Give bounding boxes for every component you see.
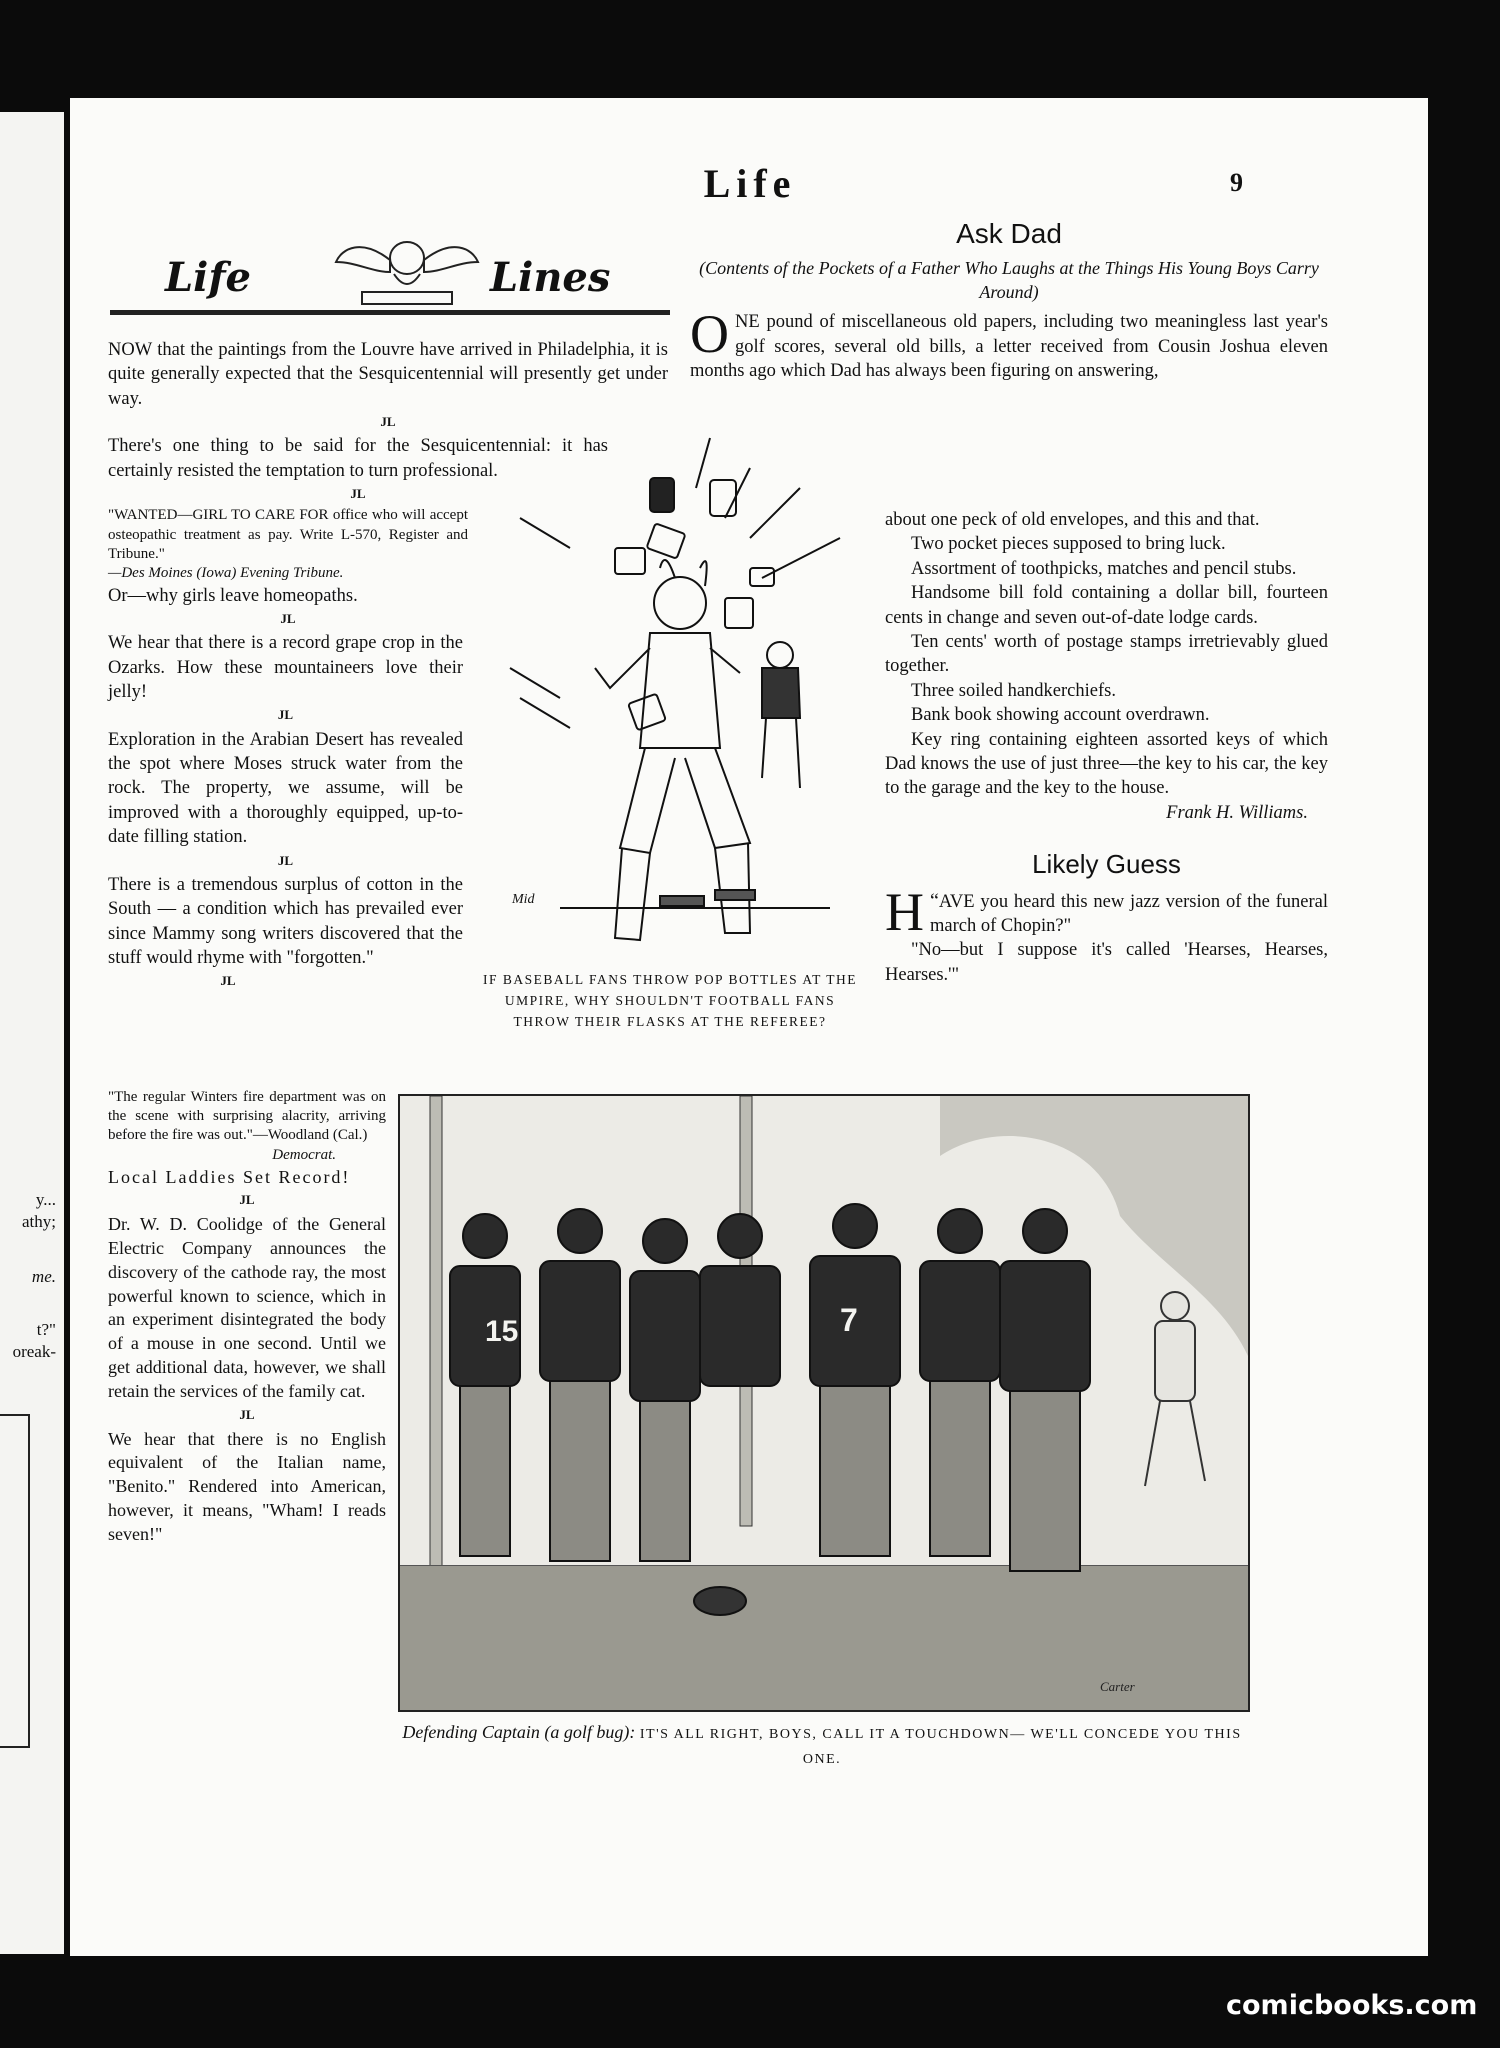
list-item: Handsome bill fold containing a dollar bill, fourteen cents in change and seven out-of-date lodge cards.	[885, 583, 1328, 628]
separator-mark: JL	[280, 611, 296, 627]
life-lines-header	[110, 228, 670, 326]
likely-guess-line: AVE you heard this new jazz version of the funeral march of Chopin?"	[930, 891, 1328, 936]
life-lines-title-right: Lines	[490, 254, 611, 301]
page-title: Life	[703, 161, 797, 206]
list-item: Bank book showing account overdrawn.	[911, 705, 1210, 726]
drop-cap: H	[885, 881, 924, 942]
drop-cap: O	[690, 304, 729, 365]
life-lines-title-left: Life	[165, 254, 251, 301]
life-lines-column-lower	[108, 1088, 386, 1547]
ask-dad-intro: NE pound of miscellaneous old papers, including two meaningless last year's golf scores, several old bills, a letter received from Cousin Joshua eleven months ago which Dad has always been figuring on answering,	[690, 312, 1328, 382]
football-huddle-drawing	[400, 1096, 1248, 1710]
ask-dad-title: Ask Dad	[956, 218, 1062, 249]
prev-fragment: y...	[35, 1190, 56, 1209]
jersey-number: 15	[485, 1315, 519, 1348]
ask-dad-subtitle: (Contents of the Pockets of a Father Who Laughs at the Things His Young Boys Carry Around)	[699, 257, 1319, 302]
previous-page-edge	[0, 112, 64, 1954]
illustration-signature: Carter	[1100, 1679, 1135, 1694]
separator-mark: JL	[350, 486, 366, 502]
prev-illustration	[0, 1414, 30, 1748]
list-item: Three soiled handkerchiefs.	[911, 680, 1116, 701]
header-rule	[110, 310, 670, 315]
source-credit: —Des Moines (Iowa) Evening Tribune.	[108, 564, 344, 581]
paragraph: There is a tremendous surplus of cotton in the South — a condition which has prevailed ever since Mammy song writers discovered that the stuff would rhyme with "forgotten."	[108, 874, 463, 969]
list-item: Two pocket pieces supposed to bring luck.	[911, 534, 1226, 555]
paragraph: "The regular Winters fire department was on the scene with surprising alacrity, arriving before the fire was out."—Woodland (Cal.)	[108, 1089, 386, 1144]
list-item: about one peck of old envelopes, and this and that.	[885, 510, 1260, 530]
paragraph: There's one thing to be said for the Sesquicentennial: it has certainly resisted the temptation to turn professional.	[108, 436, 608, 481]
jersey-number: 7	[840, 1302, 858, 1338]
prev-fragment: me.	[31, 1267, 56, 1286]
cartoon-caption: IF BASEBALL FANS THROW POP BOTTLES AT THE UMPIRE, WHY SHOULDN'T FOOTBALL FANS THROW THEIR FLASKS AT THE REFEREE?	[483, 972, 857, 1029]
prev-fragment: t?"	[36, 1320, 56, 1339]
paragraph: NOW that the paintings from the Louvre have arrived in Philadelphia, it is quite generally expected that the Sesquicentennial will presently get under way.	[108, 340, 668, 409]
cherub-icon	[332, 228, 482, 312]
caption-text: IT'S ALL RIGHT, BOYS, CALL IT A TOUCHDOWN— WE'LL CONCEDE YOU THIS ONE.	[639, 1727, 1242, 1768]
cartoon-illustration	[500, 428, 850, 958]
likely-guess-title: Likely Guess	[1032, 849, 1181, 880]
separator-mark: JL	[277, 707, 294, 723]
separator-mark: JL	[380, 414, 396, 430]
likely-guess-article: Likely Guess “ H AVE you heard this new jazz version of the funeral march of Chopin?" "No—but I suppose it's called 'Hearses, Hearses, Hearses.'"	[885, 847, 1328, 987]
list-item: Assortment of toothpicks, matches and pencil stubs.	[911, 558, 1297, 579]
paragraph: Exploration in the Arabian Desert has revealed the spot where Moses struck water from the rock. The property, we assume, will be improved with a thoroughly equipped, up-to-date filling station.	[108, 729, 463, 848]
list-item: Key ring containing eighteen assorted keys of which Dad knows the use of just three—the key to his car, the key to the garage and the key to the house.	[885, 729, 1328, 799]
source-credit: Democrat.	[272, 1146, 336, 1163]
paragraph: We hear that there is no English equivalent of the Italian name, "Benito." Rendered into American, however, it means, "Wham! I reads seven!"	[108, 1428, 386, 1545]
author-signature: Frank H. Williams.	[1166, 802, 1308, 823]
page-number: 9	[1230, 168, 1243, 197]
magazine-page	[70, 98, 1428, 1956]
separator-mark: JL	[239, 1192, 255, 1208]
paragraph: Or—why girls leave homeopaths.	[108, 585, 358, 606]
ask-dad-list	[885, 508, 1328, 987]
paragraph: Dr. W. D. Coolidge of the General Electric Company announces the discovery of the cathode ray, the most powerful known to science, which in an experiment disintegrated the body of a mouse in one second. Until we get additional data, however, we shall retain the services of the family cat.	[108, 1213, 386, 1402]
paragraph: We hear that there is a record grape crop in the Ozarks. How these mountaineers love their jelly!	[108, 633, 463, 703]
cartoon-signature: Mid	[512, 892, 535, 907]
ask-dad-article	[690, 216, 1328, 384]
list-item: Ten cents' worth of postage stamps irretrievably glued together.	[885, 632, 1328, 677]
prev-fragment: athy;	[22, 1212, 56, 1231]
football-illustration	[398, 1094, 1250, 1712]
separator-mark: JL	[277, 852, 294, 868]
paragraph: Local Laddies Set Record!	[108, 1166, 351, 1187]
caption-speaker: Defending Captain (a golf bug):	[402, 1722, 636, 1742]
site-watermark: comicbooks.com	[1226, 1990, 1478, 2021]
illustration-caption	[398, 1720, 1246, 1770]
prev-fragment: oreak-	[12, 1342, 56, 1361]
paragraph: "WANTED—GIRL TO CARE FOR office who will accept osteopathic treatment as pay. Write L-570, Register and Tribune."	[108, 507, 468, 562]
likely-guess-line: "No—but I suppose it's called 'Hearses, Hearses, Hearses.'"	[885, 940, 1328, 985]
football-referee-cartoon	[500, 428, 850, 958]
separator-mark: JL	[220, 973, 236, 989]
separator-mark: JL	[239, 1407, 255, 1423]
